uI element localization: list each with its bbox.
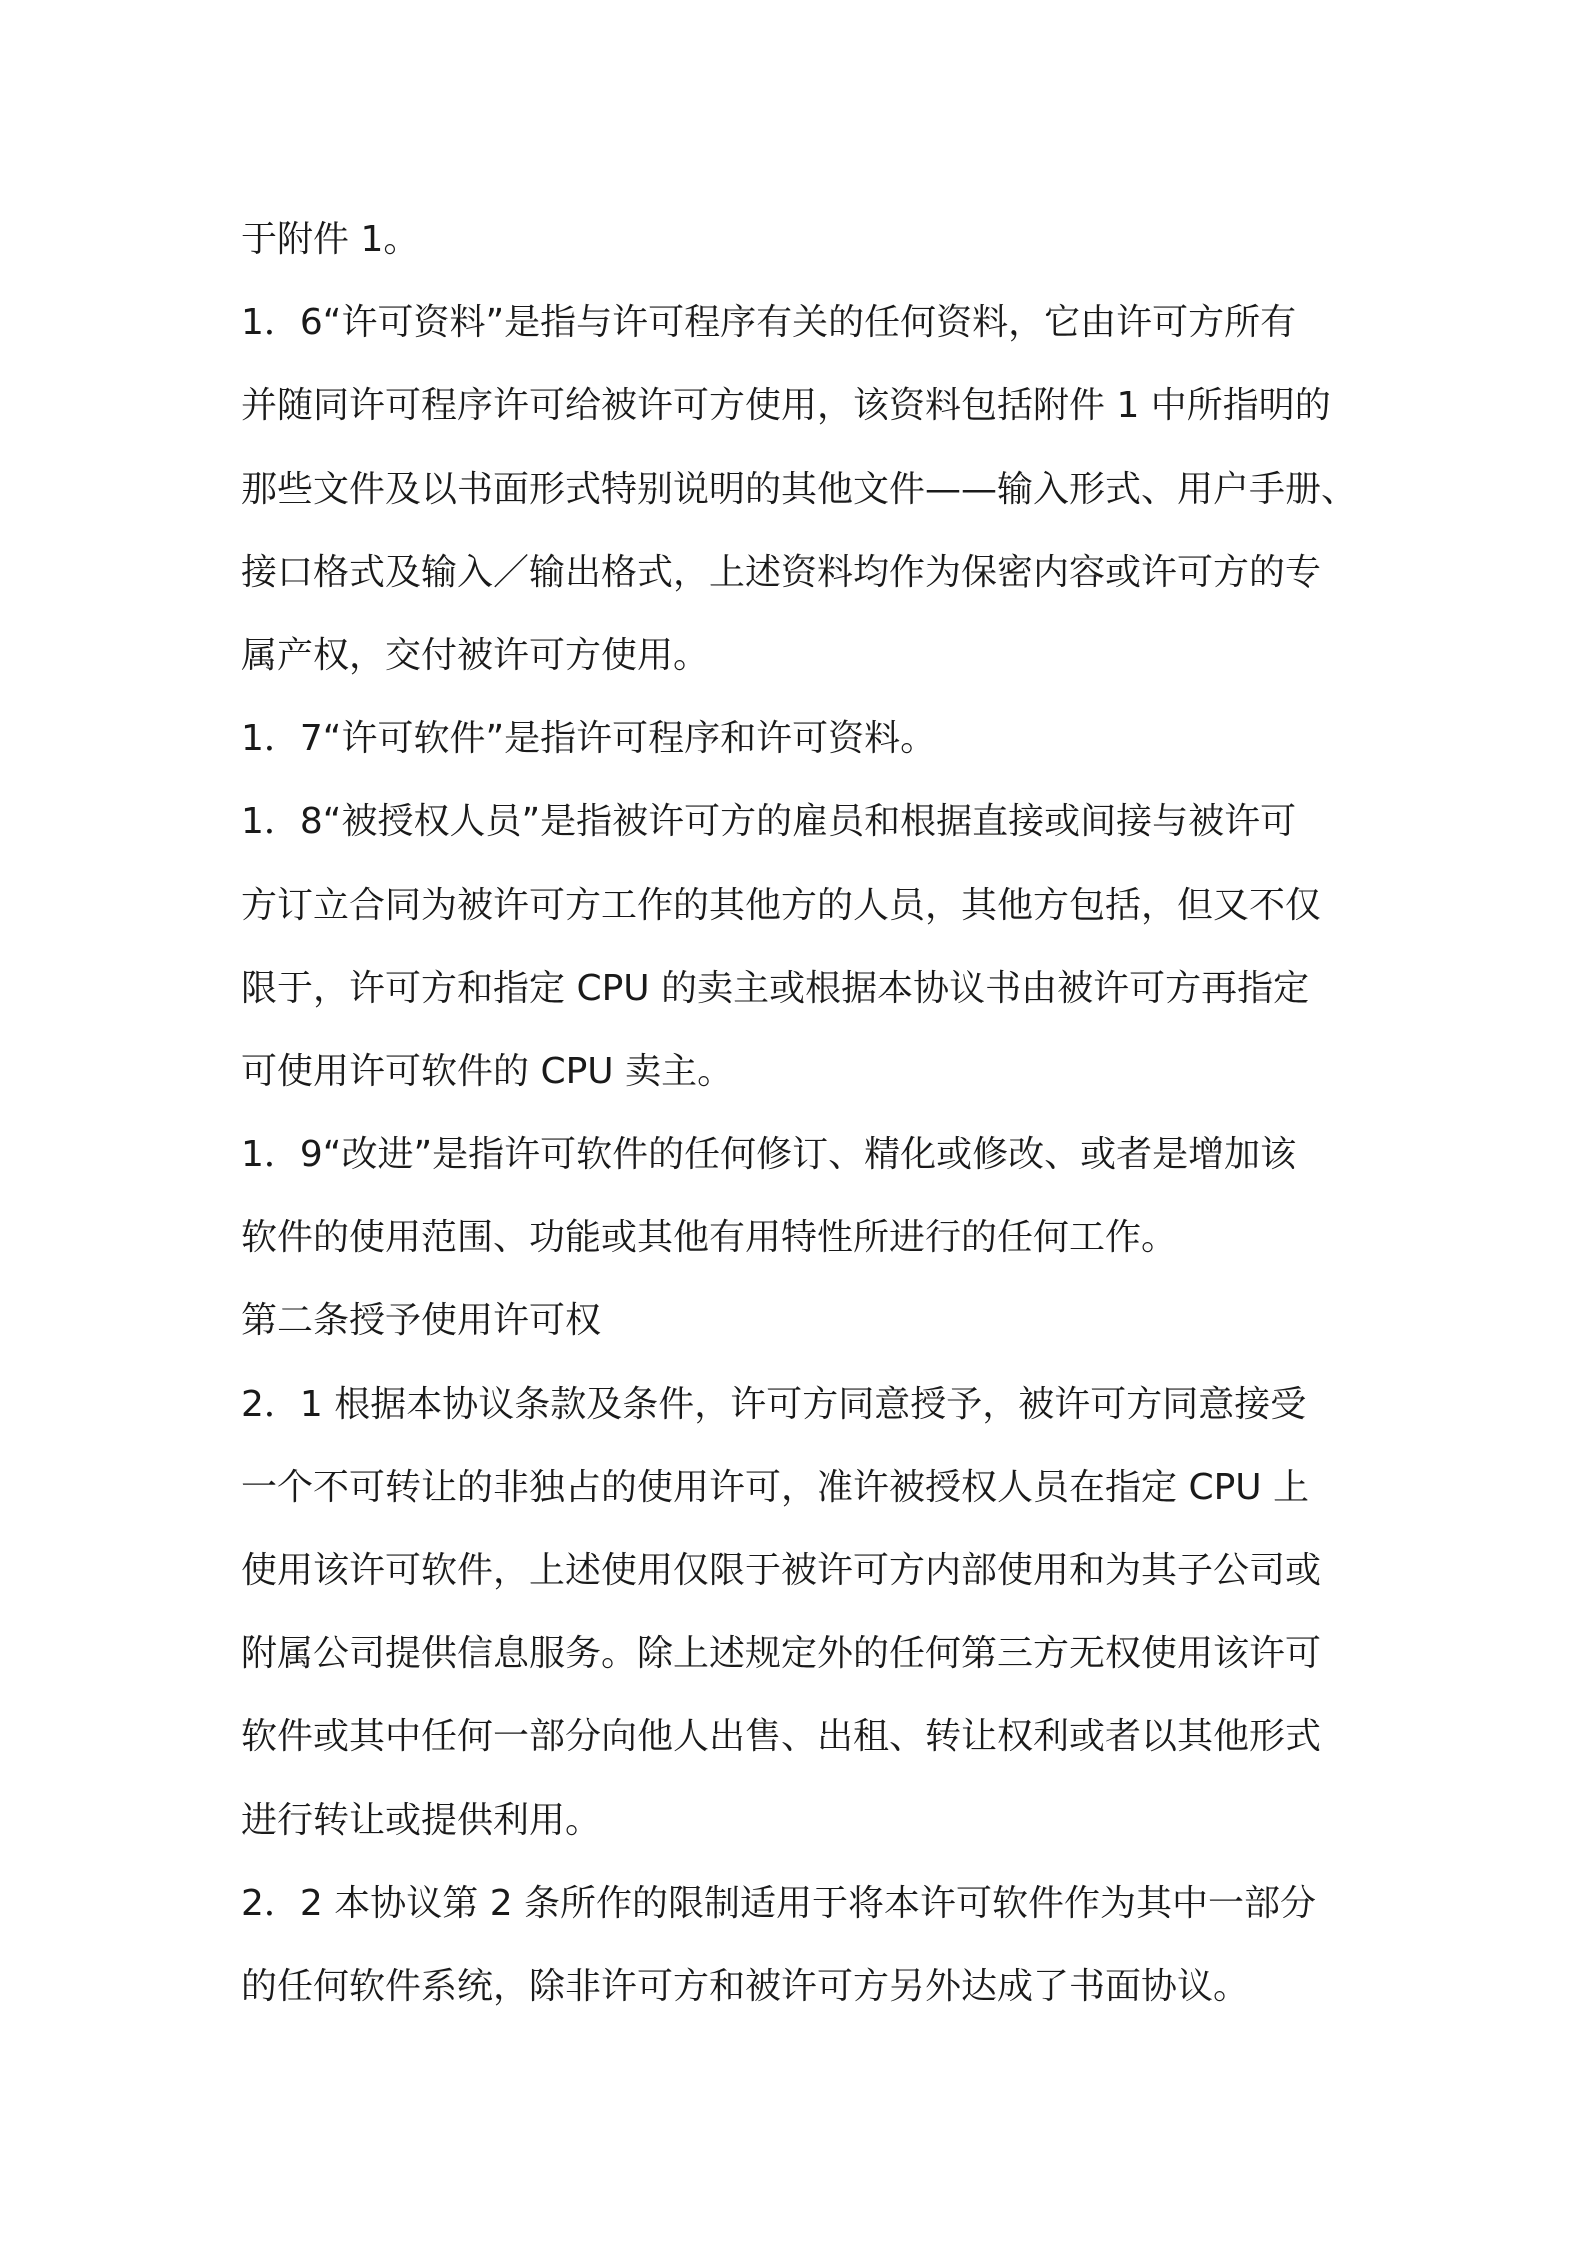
section-heading: 第二条授予使用许可权 (241, 1300, 602, 1342)
text-line: 限于，许可方和指定 CPU 的卖主或根据本协议书由被许可方再指定 (241, 967, 1310, 1009)
text-line: 软件或其中任何一部分向他人出售、出租、转让权利或者以其他形式 (241, 1716, 1322, 1758)
text-line: 于附件 1。 (241, 219, 420, 260)
text-line: 进行转让或提供利用。 (241, 1799, 602, 1841)
text-line: 软件的使用范围、功能或其他有用特性所进行的任何工作。 (241, 1217, 1178, 1259)
text-line: 1．9“改进”是指许可软件的任何修订、精化或修改、或者是增加该 (241, 1134, 1297, 1176)
text-line: 2．2 本协议第 2 条所作的限制适用于将本许可软件作为其中一部分 (241, 1882, 1317, 1924)
text-line: 的任何软件系统，除非许可方和被许可方另外达成了书面协议。 (241, 1965, 1250, 2007)
document-body (241, 198, 1371, 2028)
text-line: 1．8“被授权人员”是指被许可方的雇员和根据直接或间接与被许可 (241, 801, 1297, 843)
text-line: 可使用许可软件的 CPU 卖主。 (241, 1050, 734, 1092)
text-line: 属产权，交付被许可方使用。 (241, 634, 710, 676)
text-line: 那些文件及以书面形式特别说明的其他文件——输入形式、用户手册、 (241, 468, 1358, 510)
text-line: 使用该许可软件，上述使用仅限于被许可方内部使用和为其子公司或 (241, 1550, 1322, 1591)
text-line: 1．6“许可资料”是指与许可程序有关的任何资料，它由许可方所有 (241, 302, 1297, 344)
text-line: 1．7“许可软件”是指许可程序和许可资料。 (241, 718, 937, 760)
text-line: 附属公司提供信息服务。除上述规定外的任何第三方无权使用该许可 (241, 1633, 1322, 1675)
text-line: 并随同许可程序许可给被许可方使用，该资料包括附件 1 中所指明的 (241, 385, 1331, 427)
text-line: 接口格式及输入／输出格式，上述资料均作为保密内容或许可方的专 (241, 551, 1322, 593)
text-line: 一个不可转让的非独占的使用许可，准许被授权人员在指定 CPU 上 (241, 1466, 1310, 1508)
text-line: 2．1 根据本协议条款及条件，许可方同意授予，被许可方同意接受 (241, 1383, 1307, 1425)
text-line: 方订立合同为被许可方工作的其他方的人员，其他方包括，但又不仅 (241, 884, 1322, 926)
